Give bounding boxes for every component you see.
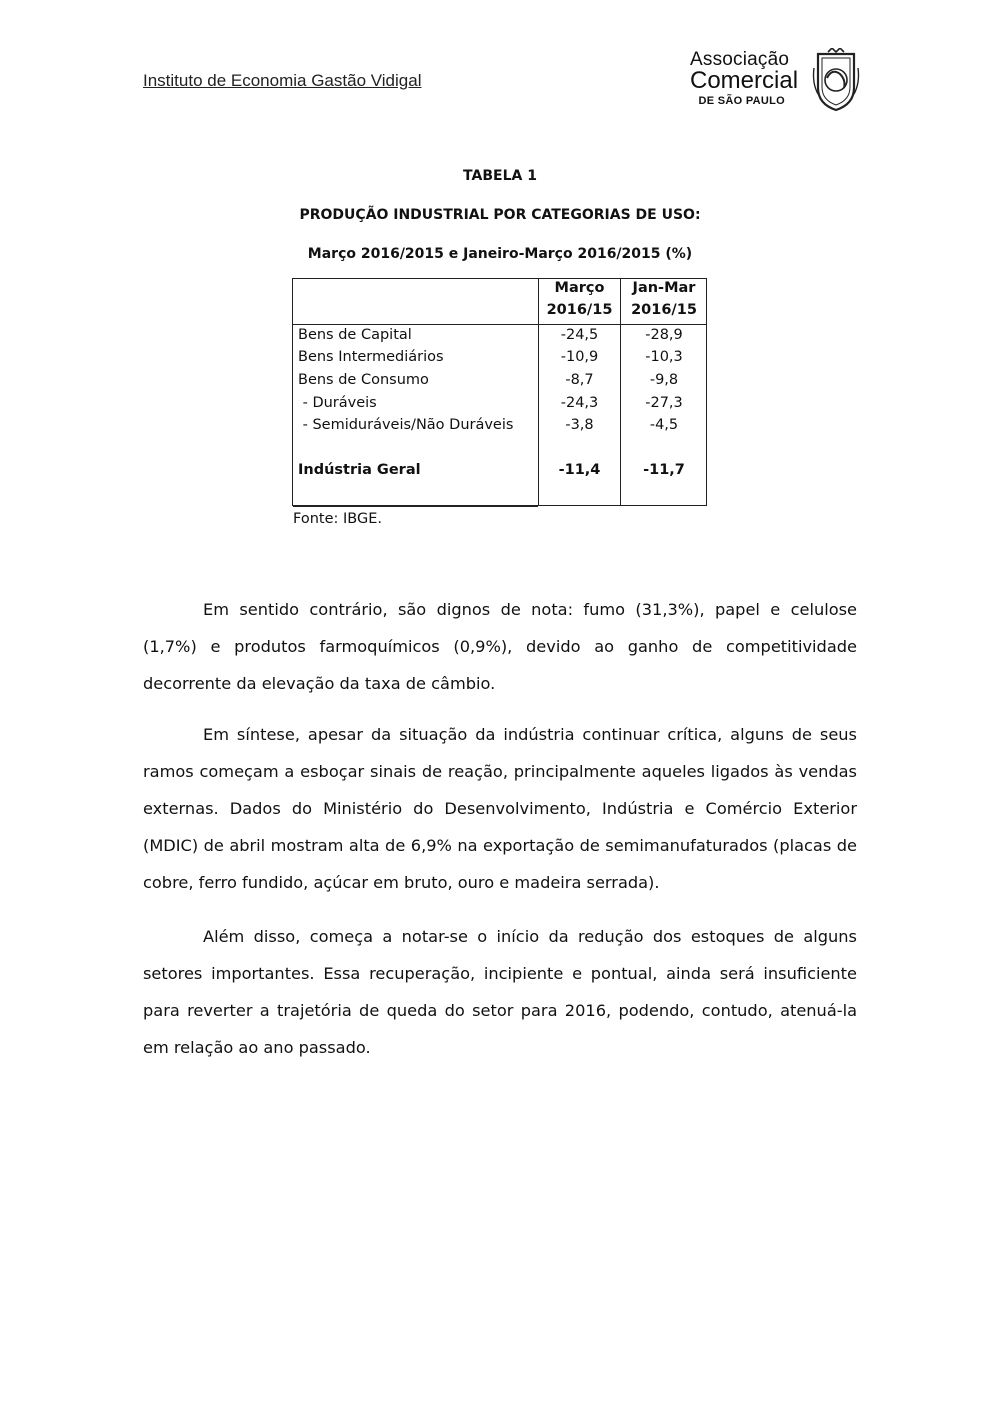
table-source: Fonte: IBGE. — [293, 511, 382, 527]
paragraph-3: Além disso, começa a notar-se o início da redução dos estoques de alguns setores importantes. Essa recuperação, incipiente e pontual, ainda será insuficiente para reverter a trajetória de queda do setor para 2016, podendo, contudo, atenuá-la em relação ao ano passado. — [143, 927, 857, 1057]
row-label: - Semiduráveis/Não Duráveis — [298, 417, 514, 433]
table-subtitle: PRODUÇÃO INDUSTRIAL POR CATEGORIAS DE USO: — [299, 207, 701, 223]
row-value-march: -10,9 — [560, 349, 599, 365]
table-period: Março 2016/2015 e Janeiro-Março 2016/2015 (%) — [307, 246, 693, 262]
acsp-logo — [690, 50, 870, 120]
paragraph-1: Em sentido contrário, são dignos de nota: fumo (31,3%), papel e celulose (1,7%) e produtos farmoquímicos (0,9%), devido ao ganho de competitividade decorrente da elevação da taxa de câmbio. — [143, 600, 857, 693]
row-value-janmar: -9,8 — [649, 372, 679, 388]
row-value-janmar: -27,3 — [645, 395, 683, 411]
row-value-march: -8,7 — [565, 372, 594, 388]
column-header-1-line2: 2016/15 — [546, 302, 613, 318]
column-header-2-line2: 2016/15 — [631, 302, 697, 318]
row-value-march: -24,5 — [560, 327, 599, 343]
table-header-divider — [293, 324, 707, 325]
row-value-march: -3,8 — [565, 417, 594, 433]
row-label: Bens de Consumo — [298, 372, 429, 388]
column-header-2-line1: Jan-Mar — [632, 280, 696, 296]
row-label: Bens Intermediários — [298, 349, 444, 365]
institute-name: Instituto de Economia Gastão Vidigal — [143, 71, 422, 90]
logo-line-2: Comercial — [690, 67, 799, 94]
logo-text — [690, 49, 799, 107]
row-value-march: -24,3 — [560, 395, 599, 411]
row-value-march-total: -11,4 — [558, 462, 601, 478]
column-header-1-line1: Março — [554, 280, 605, 296]
logo-line-1: Associação — [690, 49, 790, 70]
row-value-janmar: -4,5 — [649, 417, 679, 433]
row-label: - Duráveis — [298, 395, 377, 411]
table-title: TABELA 1 — [463, 168, 537, 184]
row-value-janmar: -28,9 — [645, 327, 683, 343]
row-label-total: Indústria Geral — [298, 462, 421, 478]
row-label: Bens de Capital — [298, 327, 412, 343]
row-value-janmar: -10,3 — [645, 349, 683, 365]
row-value-janmar-total: -11,7 — [643, 462, 685, 478]
acsp-seal-icon — [810, 48, 862, 112]
table-bottom-line — [293, 506, 538, 507]
paragraph-2: Em síntese, apesar da situação da indústria continuar crítica, alguns de seus ramos começam a esboçar sinais de reação, principalmente aqueles ligados às vendas externas. Dados do Ministério do Desenvolvimento, Indústria e Comércio Exterior (MDIC) de abril mostram alta de 6,9% na exportação de semimanufaturados (placas de cobre, ferro fundido, açúcar em bruto, ouro e madeira serrada). — [143, 725, 857, 892]
logo-line-3: DE SÃO PAULO — [698, 95, 785, 107]
